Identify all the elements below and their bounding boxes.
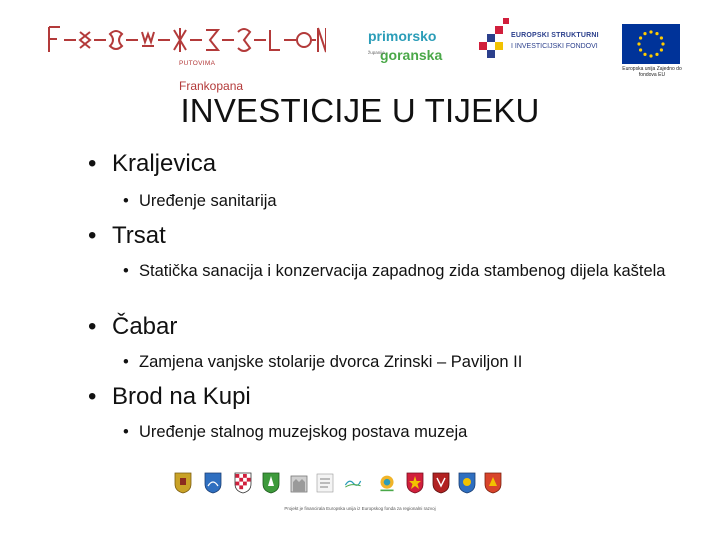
sub-list-item-label: Uređenje sanitarija: [139, 192, 277, 210]
pgz-logo-line2: goranska: [380, 47, 443, 63]
esif-logo: [477, 18, 602, 58]
primorsko-goranska-logo: [368, 28, 458, 63]
esif-logo-line1: EUROPSKI STRUKTURNI: [511, 32, 599, 39]
crest-icon: [316, 472, 334, 494]
eu-caption: Europska unija Zajedno do fondova EU: [622, 66, 682, 78]
frankopan-logo: [46, 22, 326, 93]
bullet-icon: •: [123, 262, 129, 280]
crest-icon: [458, 472, 476, 494]
municipality-crests: [170, 472, 510, 502]
sub-list-item-label: Zamjena vanjske stolarije dvorca Zrinski – Paviljon II: [139, 353, 523, 371]
crest-icon: [344, 472, 362, 494]
footer-note: Projekt je financirala Europska unija iz Europskog fonda za regionalni razvoj: [284, 506, 436, 511]
frankopan-logo-name: Frankopana: [179, 79, 244, 93]
list-item-label: Trsat: [112, 222, 166, 249]
frankopan-logo-subline: PUTOVIMA: [179, 60, 216, 67]
list-item-label: Brod na Kupi: [112, 383, 251, 410]
crest-icon: [406, 472, 424, 494]
esif-mark-icon: [477, 18, 511, 58]
bullet-icon: •: [88, 313, 97, 340]
pgz-logo-line1: primorsko: [368, 28, 437, 44]
crest-icon: [378, 472, 396, 494]
bullet-icon: •: [123, 353, 129, 371]
list-item-label: Kraljevica: [112, 150, 217, 177]
eu-flag-icon: [622, 24, 680, 64]
bullet-icon: •: [123, 192, 129, 210]
sub-list-item-label: Uređenje stalnog muzejskog postava muzeja: [139, 423, 468, 441]
crest-icon: [432, 472, 450, 494]
crest-icon: [204, 472, 222, 494]
crest-icon: [174, 472, 192, 494]
crest-icon: [262, 472, 280, 494]
frankopan-wordmark-icon: [46, 22, 326, 58]
pgz-logo-line3: županija: [368, 50, 385, 55]
bullet-icon: •: [88, 222, 97, 249]
sub-list-item-label: Statička sanacija i konzervacija zapadnog zida stambenog dijela kaštela: [139, 262, 666, 280]
bullet-icon: •: [123, 423, 129, 441]
esif-logo-line2: I INVESTICIJSKI FONDOVI: [511, 43, 598, 50]
bullet-icon: •: [88, 383, 97, 410]
crest-icon: [290, 472, 308, 494]
crest-icon: [484, 472, 502, 494]
bullet-icon: •: [88, 150, 97, 177]
list-item-label: Čabar: [112, 313, 178, 340]
slide-title: INVESTICIJE U TIJEKU: [180, 92, 540, 129]
crest-icon: [234, 472, 252, 494]
